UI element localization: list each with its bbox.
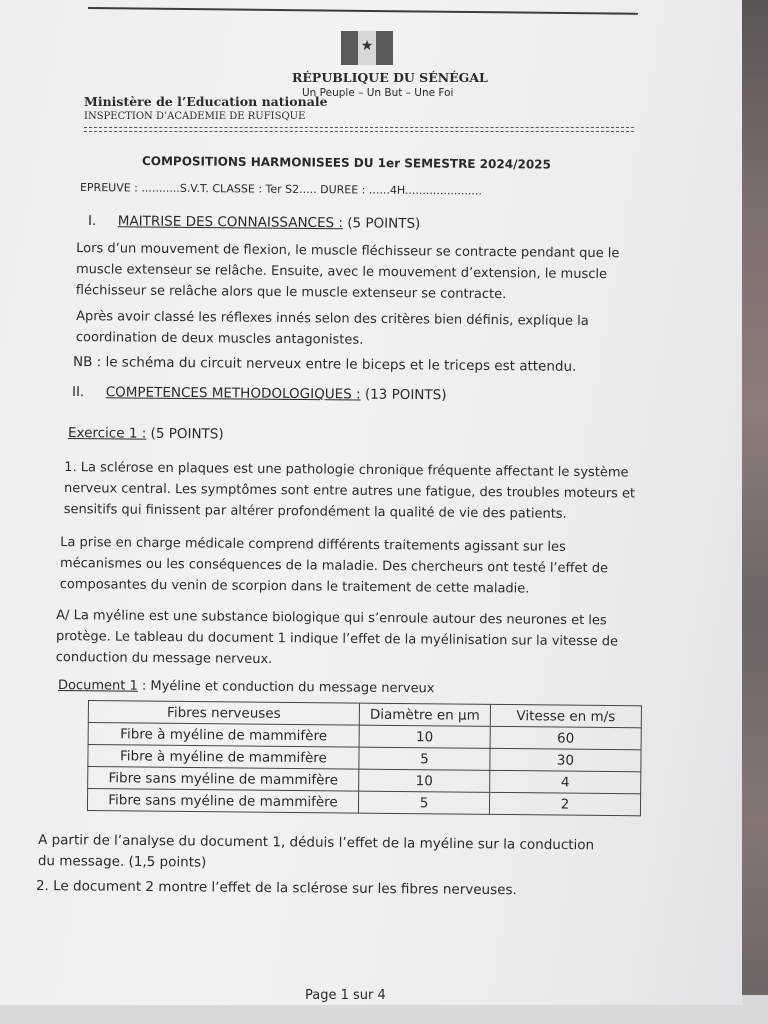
exam-title: COMPOSITIONS HARMONISEES DU 1er SEMESTRE 2024/2025: [141, 154, 551, 172]
exercise-1-paragraph-2: [60, 532, 609, 600]
table-cell: Fibre sans myéline de mammifère: [88, 767, 359, 792]
table-cell: 5: [358, 791, 489, 814]
section-1-paragraph-2: [76, 306, 589, 353]
text-line: Lors d’un mouvement de flexion, le muscle fléchisseur se contracte pendant que le: [76, 241, 620, 262]
table-cell: Fibre sans myéline de mammifère: [87, 789, 358, 814]
header-divider: [84, 127, 634, 128]
table-cell: 4: [490, 770, 641, 793]
section-1-points: (5 POINTS): [347, 215, 421, 232]
table-cell: 30: [490, 748, 641, 771]
republic-title: RÉPUBLIQUE DU SÉNÉGAL: [292, 70, 488, 85]
table-row: [87, 789, 640, 816]
section-1-title: MAITRISE DES CONNAISSANCES :: [117, 213, 344, 232]
section-1-number: I.: [87, 213, 97, 230]
exercise-1-heading: [68, 425, 224, 442]
table-cell: 10: [359, 725, 490, 748]
section-2-heading: [72, 384, 447, 403]
table-cell: Fibre à myéline de mammifère: [88, 723, 359, 748]
section-2-points: (13 POINTS): [364, 386, 447, 404]
national-motto: Un Peuple – Un But – Une Foi: [302, 87, 454, 99]
question-2: 2. Le document 2 montre l’effet de la sclérose sur les fibres nerveuses.: [35, 878, 517, 899]
text-line: La prise en charge médicale comprend différents traitements agissant sur les: [60, 535, 566, 555]
text-line: coordination de deux muscles antagonistes.: [75, 329, 364, 348]
text-line: mécanismes ou les conséquences de la maladie. Des chercheurs ont testé l’effet de: [59, 556, 609, 577]
text-line: muscle extenseur se relâche. Ensuite, avec le mouvement d’extension, le muscle: [75, 262, 608, 283]
text-line: fléchisseur se relâche alors que le muscle extenseur se contracte.: [75, 282, 507, 303]
question-1: [38, 830, 594, 877]
nb-note: NB : le schéma du circuit nerveux entre le biceps et le triceps est attendu.: [72, 354, 577, 375]
senegal-flag-icon: ★: [341, 31, 393, 65]
page-number: Page 1 sur 4: [305, 988, 386, 1003]
exercise-1-points: (5 POINTS): [150, 425, 224, 443]
table-cell: Fibre à myéline de mammifère: [88, 745, 359, 770]
text-line: A/ La myéline est une substance biologique qui s’enroule autour des neurones et les: [56, 608, 607, 629]
document-1-table: [87, 700, 642, 816]
top-rule: [88, 7, 638, 15]
table-header: Diamètre en µm: [359, 703, 490, 726]
section-1-paragraph-1: [76, 238, 620, 306]
table-header: Fibres nerveuses: [88, 701, 359, 726]
table-cell: 2: [489, 792, 640, 815]
table-cell: 10: [359, 769, 490, 792]
table-cell: 5: [359, 747, 490, 770]
text-line: 1. La sclérose en plaques est une pathologie chronique fréquente affectant le système: [64, 460, 629, 481]
text-line: A partir de l’analyse du document 1, déduis l’effet de la myéline sur la conduction: [38, 832, 595, 854]
text-line: conduction du message nerveux.: [55, 649, 273, 668]
table-cell: 60: [490, 726, 641, 749]
section-1-heading: [88, 213, 420, 232]
exam-info: EPREUVE : ...........S.V.T. CLASSE : Ter S2..... DUREE : ......4H......................: [79, 181, 482, 198]
ministry-name: Ministère de l’Education nationale: [84, 94, 328, 109]
header-divider-2: [84, 131, 634, 132]
exercise-1-title: Exercice 1 :: [67, 425, 147, 442]
document-1-title: : Myéline et conduction du message nerveux: [137, 678, 435, 697]
table-header: Vitesse en m/s: [490, 704, 641, 727]
section-2-number: II.: [71, 384, 85, 401]
inspection-name: INSPECTION D’ACADEMIE DE RUFISQUE: [84, 111, 306, 122]
text-line: protège. Le tableau du document 1 indique l’effet de la myélinisation sur la vitesse de: [55, 629, 619, 650]
section-2-title: COMPETENCES METHODOLOGIQUES :: [105, 384, 361, 403]
exercise-1-paragraph-1: [64, 457, 636, 525]
exercise-1-paragraph-3: [56, 605, 619, 673]
document-1-label: Document 1: [57, 678, 138, 694]
document-1-caption: [58, 678, 435, 696]
text-line: Après avoir classé les réflexes innés selon des critères bien définis, explique la: [76, 309, 589, 329]
text-line: sensitifs qui finissent par altérer profondément la qualité de vie des patients.: [63, 501, 567, 522]
text-line: du message. (1,5 points): [37, 852, 207, 871]
text-line: composantes du venin de scorpion dans le traitement de cette maladie.: [59, 576, 530, 597]
text-line: nerveux central. Les symptômes sont entre autres une fatigue, des troubles moteurs et: [63, 481, 636, 502]
